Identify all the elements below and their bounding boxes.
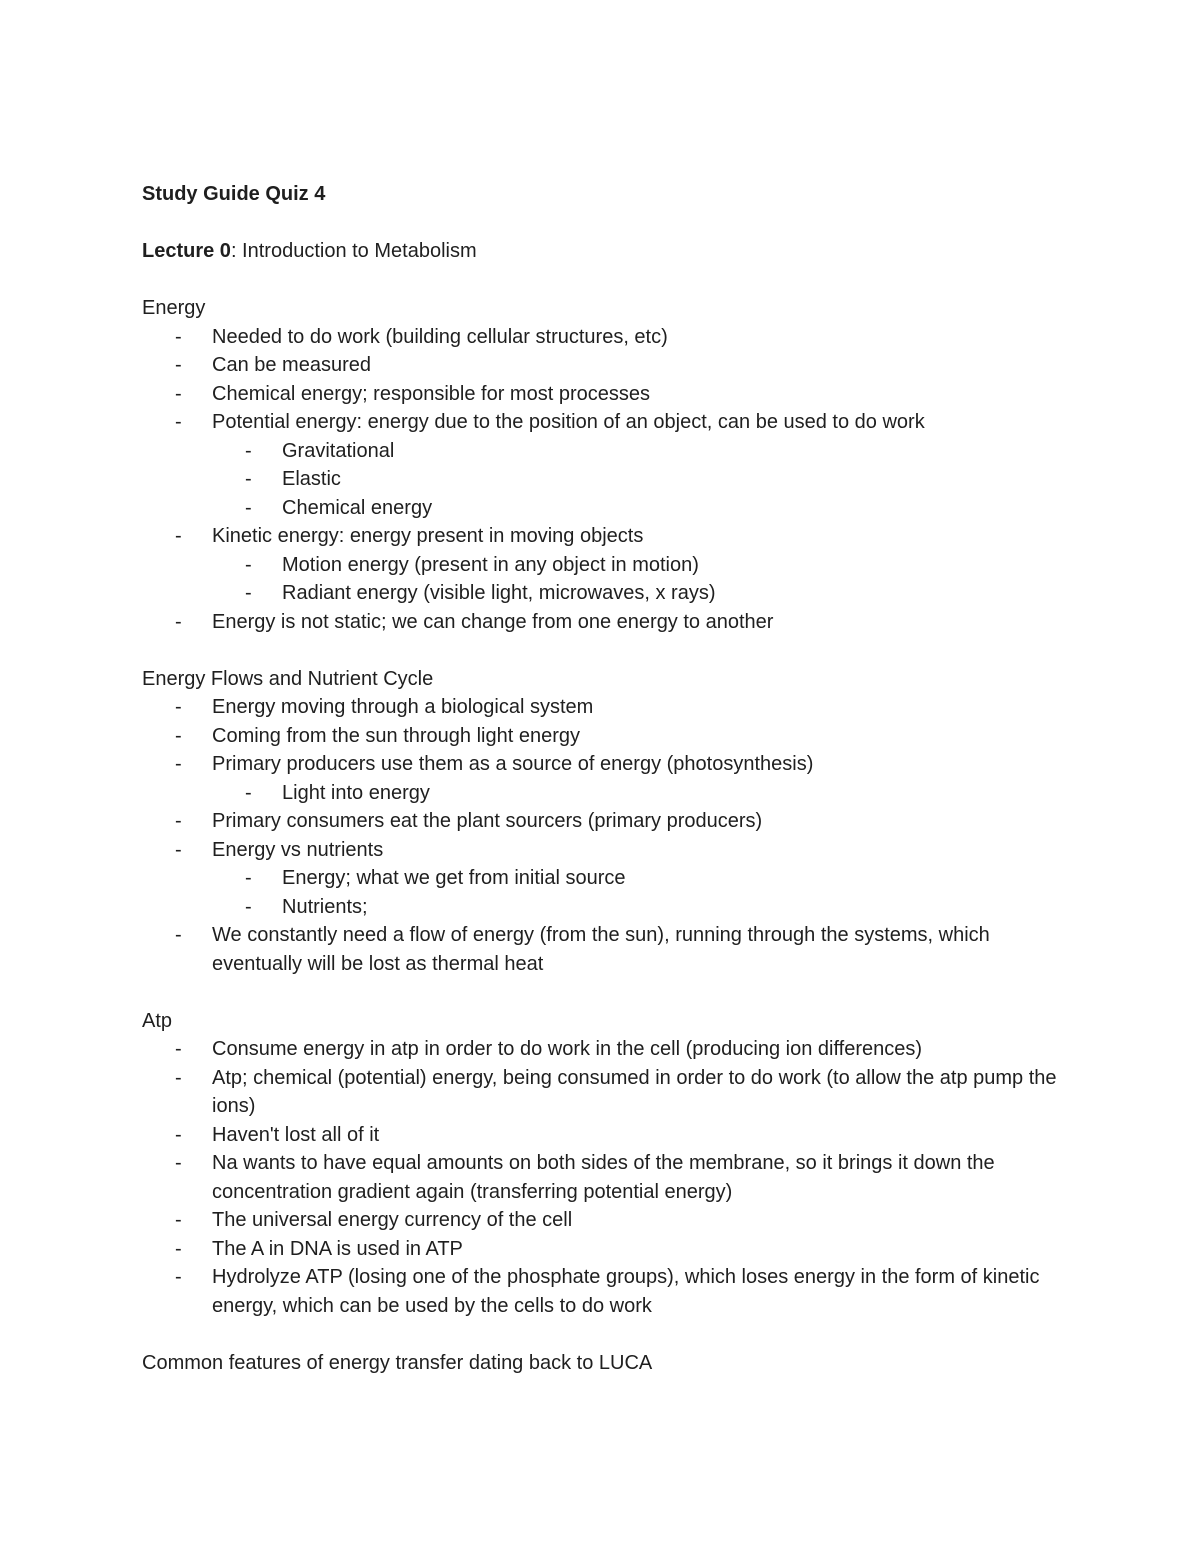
list-item [142, 351, 1082, 380]
list-item-text: Kinetic energy: energy present in moving objects [212, 525, 644, 547]
sub-list-item: - Motion energy (present in any object in motion) [212, 551, 1082, 580]
sub-bullet-list [212, 437, 1082, 523]
list-item [142, 693, 1082, 722]
lecture-topic: : Introduction to Metabolism [230, 240, 477, 262]
section-heading: Common features of energy transfer dating back to LUCA [142, 1351, 653, 1374]
list-item [142, 750, 1082, 807]
list-item [142, 1206, 1082, 1235]
list-item-text: Needed to do work (building cellular structures, etc) [212, 325, 668, 348]
lecture-line [142, 237, 1082, 266]
sub-bullet-list [212, 779, 1082, 808]
sections-container [142, 266, 1082, 1378]
list-item [142, 836, 1082, 922]
list-item [142, 1235, 1082, 1264]
sub-list-item: - Energy; what we get from initial source [212, 864, 1082, 893]
list-item-text: Consume energy in atp in order to do work in the cell (producing ion differences) [212, 1038, 923, 1060]
sub-list-item: - Nutrients; [212, 893, 1082, 922]
spacer [142, 1320, 1082, 1349]
list-item [142, 380, 1082, 409]
list-item-text: Na wants to have equal amounts on both sides of the membrane, so it brings it down the concentration gradient again (transferring potential energy) [212, 1152, 995, 1203]
list-item [142, 1035, 1082, 1064]
spacer [142, 266, 1082, 295]
list-item-text: Potential energy: energy due to the position of an object, can be used to do work [212, 411, 925, 433]
list-item-text: Can be measured [212, 354, 371, 376]
list-item-text: Haven't lost all of it [212, 1123, 380, 1146]
sub-list-item: - Elastic [212, 465, 1082, 494]
sub-list-item: - Radiant energy (visible light, microwaves, x rays) [212, 579, 1082, 608]
list-item [142, 921, 1082, 978]
list-item [142, 722, 1082, 751]
list-item [142, 1121, 1082, 1150]
section-heading: Atp [142, 1009, 173, 1032]
list-item [142, 807, 1082, 836]
section-heading: Energy Flows and Nutrient Cycle [142, 667, 434, 690]
spacer [142, 978, 1082, 1007]
list-item-text: The A in DNA is used in ATP [212, 1237, 463, 1260]
spacer [142, 636, 1082, 665]
list-item-text: Coming from the sun through light energy [212, 724, 580, 747]
list-item-text: Energy moving through a biological system [212, 696, 594, 718]
sub-list-item: - Chemical energy [212, 494, 1082, 523]
lecture-label: Lecture 0 [142, 240, 231, 262]
section-heading: Energy [142, 297, 206, 319]
sub-list-item: - Gravitational [212, 437, 1082, 466]
list-item-text: Atp; chemical (potential) energy, being consumed in order to do work (to allow the atp pump the ions) [212, 1066, 1057, 1117]
sub-bullet-list [212, 864, 1082, 921]
bullet-list [142, 693, 1082, 978]
document-page [142, 180, 1082, 1377]
list-item-text: Energy is not static; we can change from one energy to another [212, 610, 774, 633]
list-item-text: We constantly need a flow of energy (from the sun), running through the systems, which eventually will be lost as thermal heat [212, 924, 990, 975]
list-item-text: Hydrolyze ATP (losing one of the phosphate groups), which loses energy in the form of kinetic energy, which can be used by the cells to do work [212, 1266, 1040, 1317]
document-title: Study Guide Quiz 4 [142, 183, 326, 205]
list-item [142, 408, 1082, 522]
list-item-text: Primary producers use them as a source of energy (photosynthesis) [212, 753, 814, 775]
bullet-list [142, 1035, 1082, 1320]
list-item-text: Primary consumers eat the plant sourcers (primary producers) [212, 810, 763, 832]
list-item [142, 323, 1082, 352]
sub-bullet-list [212, 551, 1082, 608]
bullet-list [142, 323, 1082, 637]
list-item-text: Energy vs nutrients [212, 838, 384, 861]
list-item [142, 1064, 1082, 1121]
list-item [142, 1149, 1082, 1206]
list-item [142, 608, 1082, 637]
sub-list-item: - Light into energy [212, 779, 1082, 808]
list-item-text: The universal energy currency of the cell [212, 1209, 573, 1231]
list-item [142, 522, 1082, 608]
spacer [142, 209, 1082, 238]
list-item-text: Chemical energy; responsible for most processes [212, 382, 650, 405]
list-item [142, 1263, 1082, 1320]
